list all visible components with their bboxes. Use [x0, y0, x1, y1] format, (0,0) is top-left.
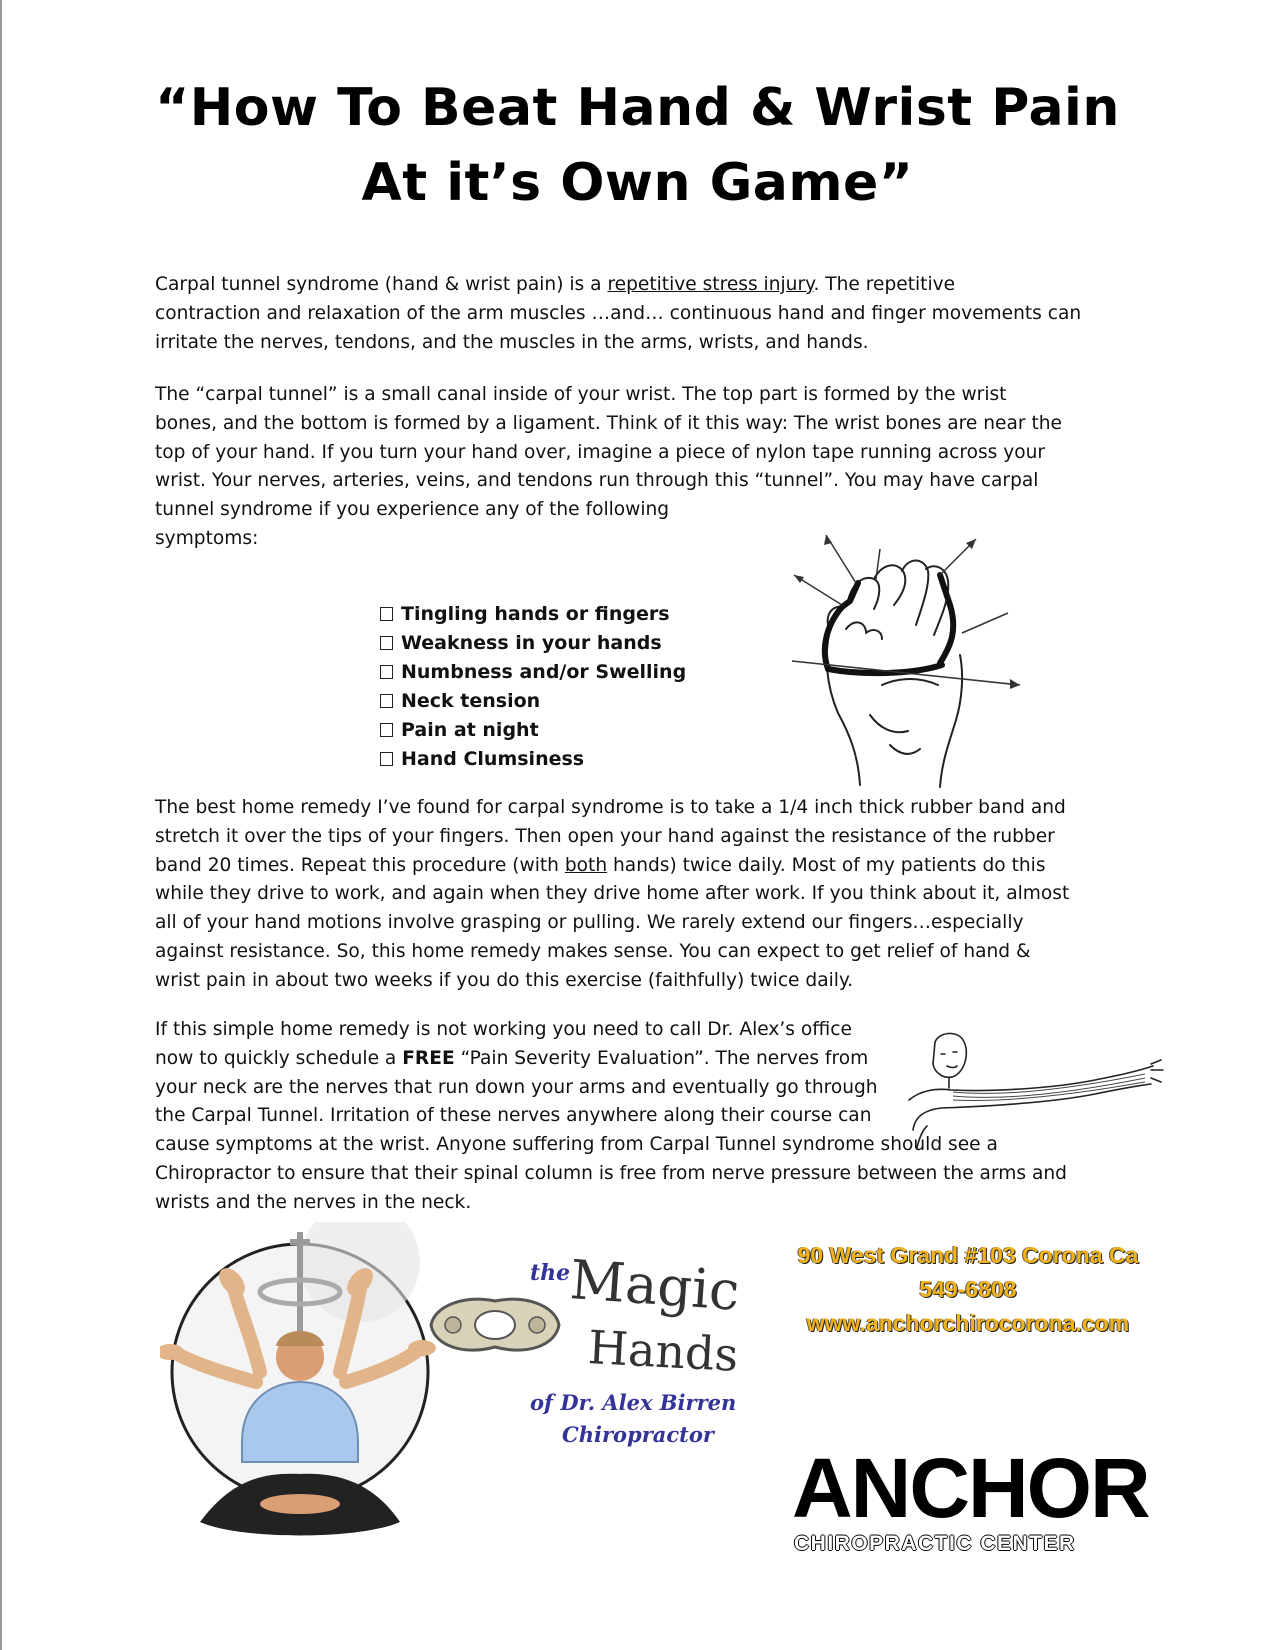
checkbox-icon	[380, 607, 393, 621]
checkbox-icon	[380, 723, 393, 737]
remedy-line-5: all of your hand motions involve grasping or pulling. We rarely extend our fingers…especially	[155, 912, 1024, 934]
anchor-chiropractic-logo	[792, 1440, 1172, 1560]
intro-paragraph	[155, 271, 1081, 357]
call-line-6: Chiropractor to ensure that their spinal column is free from nerve pressure between the arms and	[155, 1162, 1067, 1184]
doctor-photo	[160, 1222, 440, 1562]
call-line-2: now to quickly schedule a FREE “Pain Severity Evaluation”. The nerves from	[155, 1047, 869, 1069]
checkbox-icon	[380, 752, 393, 766]
page-title-line2: At it’s Own Game”	[361, 153, 914, 213]
intro-line-3: irritate the nerves, tendons, and the muscles in the arms, wrists, and hands.	[155, 331, 869, 353]
remedy-line-3: band 20 times. Repeat this procedure (with both hands) twice daily. Most of my patients do this	[155, 854, 1046, 876]
remedy-line-2: stretch it over the tips of your fingers. Then open your hand against the resistance of the rubber	[155, 825, 1055, 847]
tunnel-paragraph	[155, 381, 1062, 554]
list-item: Weakness in your hands	[380, 629, 686, 658]
call-line-3: your neck are the nerves that run down your arms and eventually go through	[155, 1076, 878, 1098]
nerve-arm-illustration	[905, 1030, 1165, 1150]
call-line-1: If this simple home remedy is not working you need to call Dr. Alex’s office	[155, 1019, 852, 1040]
magic-hands-logo: the Magic Hands of Dr. Alex Birren Chiropractor	[530, 1248, 742, 1447]
remedy-line-4: while they drive to work, and again when they drive home after work. If you think about it, almost	[155, 883, 1070, 905]
remedy-line-7: wrist pain in about two weeks if you do this exercise (faithfully) twice daily.	[155, 969, 854, 991]
anchor-logo-name: ANCHOR	[792, 1441, 1149, 1535]
checkbox-icon	[380, 665, 393, 679]
remedy-paragraph	[155, 794, 1069, 996]
tunnel-line-5: tunnel syndrome if you experience any of the following	[155, 499, 670, 521]
page-edge	[0, 0, 2, 1650]
tunnel-line-6: symptoms:	[155, 527, 259, 549]
call-line-4: the Carpal Tunnel. Irritation of these nerves anywhere along their course can	[155, 1105, 872, 1127]
free-emphasis: FREE	[402, 1047, 455, 1069]
list-item: Numbness and/or Swelling	[380, 658, 686, 687]
remedy-line-6: against resistance. So, this home remedy makes sense. You can expect to get relief of hand &	[155, 940, 1031, 962]
remedy-line-1: The best home remedy I’ve found for carpal syndrome is to take a 1/4 inch thick rubber band and	[155, 797, 1066, 818]
list-item: Tingling hands or fingers	[380, 600, 686, 629]
call-line-7: wrists and the nerves in the neck.	[155, 1191, 472, 1213]
intro-line-1: Carpal tunnel syndrome (hand & wrist pain) is a repetitive stress injury. The repetitive	[155, 274, 956, 295]
repetitive-stress-link-text: repetitive stress injury	[607, 274, 814, 295]
tunnel-line-2: bones, and the bottom is formed by a ligament. Think of it this way: The wrist bones are near the	[155, 412, 1062, 434]
intro-line-2: contraction and relaxation of the arm muscles …and… continuous hand and finger movements can	[155, 302, 1082, 324]
call-line-5: cause symptoms at the wrist. Anyone suffering from Carpal Tunnel syndrome should see a	[155, 1134, 998, 1156]
tunnel-line-4: wrist. Your nerves, arteries, veins, and tendons run through this “tunnel”. You may have carpal	[155, 470, 1039, 492]
list-item: Hand Clumsiness	[380, 745, 686, 774]
page-title-line1: “How To Beat Hand & Wrist Pain	[155, 78, 1120, 138]
list-item: Neck tension	[380, 687, 686, 716]
contact-website: www.anchorchirocorona.com	[806, 1310, 1130, 1336]
checkbox-icon	[380, 636, 393, 650]
vertebra-icon	[425, 1285, 565, 1365]
contact-address: 90 West Grand #103 Corona Ca	[797, 1242, 1139, 1268]
contact-phone: 549-6808	[919, 1276, 1017, 1302]
anchor-logo-subtitle: CHIROPRACTIC CENTER	[794, 1532, 1076, 1555]
tunnel-line-3: top of your hand. If you turn your hand over, imagine a piece of nylon tape running across your	[155, 441, 1046, 463]
list-item: Pain at night	[380, 716, 686, 745]
checkbox-icon	[380, 694, 393, 708]
symptoms-list	[380, 600, 686, 774]
tunnel-line-1: The “carpal tunnel” is a small canal inside of your wrist. The top part is formed by the wrist	[155, 384, 1007, 405]
hand-rubber-band-illustration	[790, 535, 1030, 795]
